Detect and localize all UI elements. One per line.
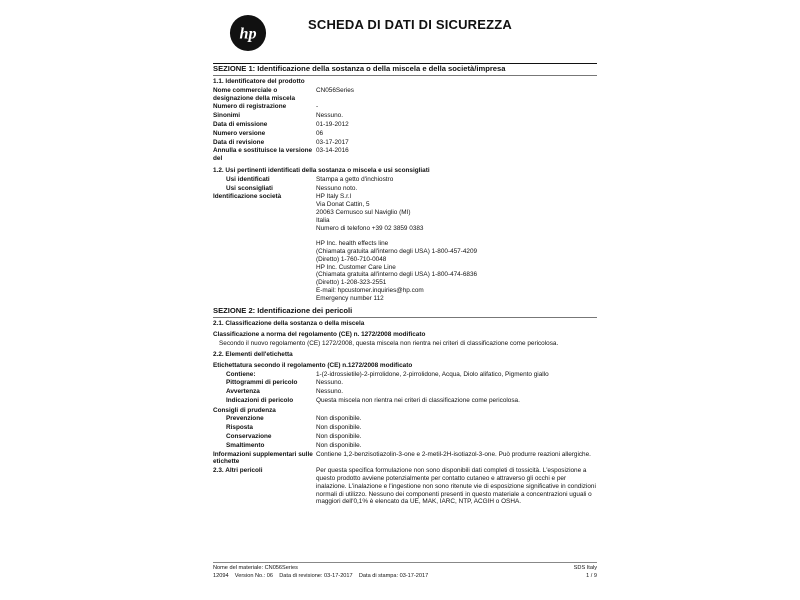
field-row (213, 185, 597, 193)
field-label: Usi identificati (226, 175, 270, 183)
svg-text:hp: hp (239, 25, 257, 43)
classification-text: Secondo il nuovo regolamento (CE) 1272/2008, questa miscela non rientra nei criteri di classificazione come pericolosa. (219, 340, 559, 348)
field-label: Annulla e sostituisce la versione del (213, 147, 313, 163)
section-rule (213, 317, 597, 318)
field-value: CN056Series (316, 86, 355, 94)
field-row (213, 130, 597, 138)
field-label: Risposta (226, 424, 253, 432)
field-label: Avvertenza (226, 388, 260, 396)
subsection-1-2: 1.2. Usi pertinenti identificati della sostanza o miscela e usi sconsigliati (213, 166, 430, 174)
field-label: Numero di registrazione (213, 103, 287, 111)
field-value: 01-19-2012 (316, 120, 349, 128)
field-label: Prevenzione (226, 415, 264, 423)
field-value: Nessuno. (316, 112, 343, 120)
field-value: 03-14-2016 (316, 147, 349, 155)
document-body (213, 64, 597, 506)
classification-title: Classificazione a norma del regolamento (CE) n. 1272/2008 modificato (213, 331, 426, 339)
field-value: 1-(2-idrossietile)-2-pirrolidone, 2-pirrolidone, Acqua, Diolo alifatico, Pigmento giallo (316, 370, 549, 378)
company-row (213, 193, 597, 302)
field-label: Sinonimi (213, 112, 240, 120)
field-row (213, 467, 597, 506)
field-value: - (316, 103, 319, 111)
field-label: Pittogrammi di pericolo (226, 379, 298, 387)
section-1-title: SEZIONE 1: Identificazione della sostanza o della miscela e della società/impresa (213, 64, 506, 73)
field-row (213, 147, 597, 163)
section-rule (213, 75, 597, 76)
field-value: Per questa specifica formulazione non sono disponibili dati completi di tossicità. L'esposizione a questo prodotto avviene potenzialmente per contatto cutaneo e attraverso gli occhi e per inalazione. L'inalazione e l'ingestione non sono ritenute vie di esposizione significative in condizioni normali di utilizzo. Nessuno dei componenti presenti in questo materiale a concentrazioni uguali o maggiori dell'0,1% è elencato da UE, MAK, IARC, NTP, ACGIH o OSHA. (316, 467, 596, 506)
field-value: Non disponibile. (316, 433, 362, 441)
document-title: SCHEDA DI DATI DI SICUREZZA (308, 17, 513, 32)
field-row (213, 371, 597, 379)
hp-logo (229, 14, 267, 52)
subsection-2-2: 2.2. Elementi dell'etichetta (213, 350, 293, 358)
field-value: Non disponibile. (316, 415, 362, 423)
field-label: Smaltimento (226, 441, 265, 449)
field-value: Questa miscela non rientra nei criteri di classificazione come pericolosa. (316, 396, 520, 404)
footer-page: 1 / 9 (586, 573, 597, 579)
field-label: Contiene: (226, 370, 256, 378)
footer-revision: Data di revisione: 03-17-2017 (279, 573, 353, 579)
footer-print: Data di stampa: 03-17-2017 (358, 573, 429, 579)
company-label: Identificazione società (213, 193, 282, 201)
field-row (213, 388, 597, 396)
field-label: Conservazione (226, 433, 272, 441)
footer-material: Nome del materiale: CN056Series (213, 565, 298, 571)
field-row (213, 112, 597, 120)
field-row (213, 451, 597, 467)
field-label: Data di revisione (213, 138, 265, 146)
field-row (213, 87, 597, 103)
field-row (213, 379, 597, 387)
field-label: Nome commerciale o designazione della miscela (213, 86, 296, 102)
field-row (213, 176, 597, 184)
field-row (213, 103, 597, 111)
field-value: Contiene 1,2-benzisotiazolin-3-one e 2-metil-2H-isotiazol-3-one. Può produrre reazioni allergiche. (316, 450, 591, 458)
field-row (213, 397, 597, 405)
subsection-1-1: 1.1. Identificatore del prodotto (213, 78, 305, 85)
field-row (213, 424, 597, 432)
field-value: 03-17-2017 (316, 138, 349, 146)
footer-sds: SDS Italy (573, 565, 597, 571)
field-label: Indicazioni di pericolo (226, 396, 294, 404)
field-value: 06 (316, 129, 324, 137)
field-value: Nessuno. (316, 388, 343, 396)
footer-rule (213, 562, 597, 563)
field-label: Numero versione (213, 129, 266, 137)
labelling-title: Etichettatura secondo il regolamento (CE) n.1272/2008 modificato (213, 361, 413, 369)
field-label: Data di emissione (213, 120, 268, 128)
field-value: Non disponibile. (316, 441, 362, 449)
field-row (213, 433, 597, 441)
field-value: Nessuno noto. (316, 184, 358, 192)
field-value: Nessuno. (316, 379, 343, 387)
page-footer (213, 562, 597, 580)
subsection-2-1: 2.1. Classificazione della sostanza o della miscela (213, 319, 365, 327)
field-row (213, 139, 597, 147)
field-value: Non disponibile. (316, 424, 362, 432)
field-value: Stampa a getto d'inchiostro (316, 175, 394, 183)
field-row (213, 415, 597, 423)
precaution-title: Consigli di prudenza (213, 406, 276, 414)
field-label: Usi sconsigliati (226, 184, 273, 192)
field-row (213, 121, 597, 129)
field-label: Informazioni supplementari sulle etichette (213, 450, 313, 466)
footer-code: 12094 (213, 573, 229, 579)
field-label: 2.3. Altri pericoli (213, 467, 263, 475)
field-row (213, 442, 597, 450)
section-2-title: SEZIONE 2: Identificazione dei pericoli (213, 305, 353, 315)
company-value: HP Italy S.r.l Via Donat Cattin, 5 20063 Cernusco sul Naviglio (MI) Italia Numero di telefono +39 02 3859 0383 HP Inc. health effects line (Chiamata gratuita all'interno degli USA) 1-800-457-4209 (Diretto) 1-760-710-0048 HP Inc. Customer Care Line (Chiamata gratuita all'interno degli USA) 1-800-474-6836 (Diretto) 1-208-323-2551 E-mail: hpcustomer.inquiries@hp.com Emergency number 112 (316, 193, 478, 302)
footer-version: Version No.: 06 (234, 573, 274, 579)
